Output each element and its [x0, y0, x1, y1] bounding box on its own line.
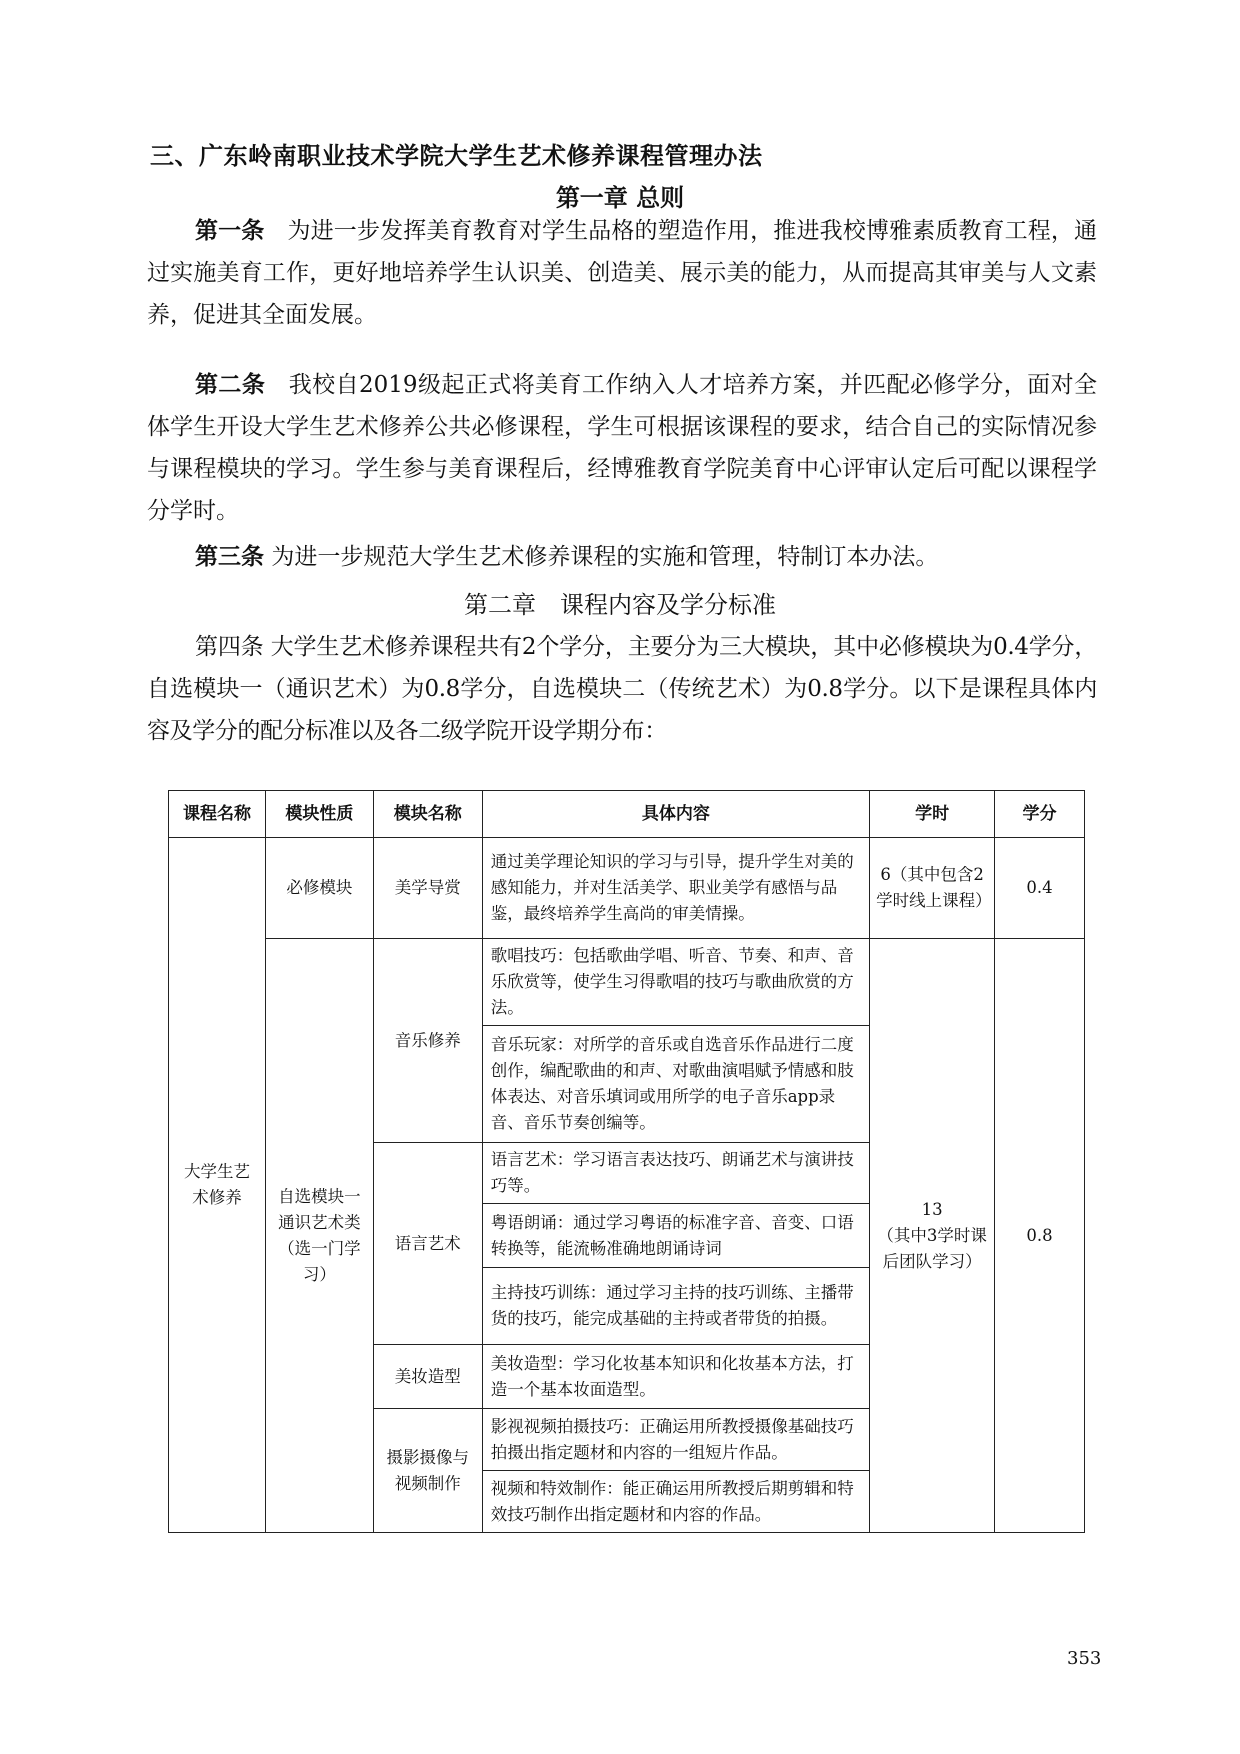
credits-cell: 0.8 [995, 939, 1085, 1533]
module-name-cell: 美妆造型 [373, 1345, 482, 1409]
module-nature-cell: 自选模块一通识艺术类（选一门学习） [265, 939, 373, 1533]
header-module-nature: 模块性质 [265, 791, 373, 838]
article-text: 我校自2019级起正式将美育工作纳入人才培养方案，并匹配必修学分，面对全体学生开设大学生艺术修养公共必修课程，学生可根据该课程的要求，结合自己的实际情况参与课程模块的学习。学生参与美育课程后，经博雅教育学院美育中心评审认定后可配以课程学分学时。 [147, 372, 1098, 524]
header-course-name: 课程名称 [169, 791, 266, 838]
content-cell: 音乐玩家：对所学的音乐或自选音乐作品进行二度创作，编配歌曲的和声、对歌曲演唱赋予情感和肢体表达、对音乐填词或用所学的电子音乐app录音、音乐节奏创编等。 [482, 1026, 869, 1143]
hours-value: 13 [921, 1199, 943, 1219]
hours-cell: 6（其中包含2学时线上课程） [870, 838, 995, 939]
header-content: 具体内容 [482, 791, 869, 838]
section-title: 三、广东岭南职业技术学院大学生艺术修养课程管理办法 [150, 142, 763, 170]
article-1 [147, 210, 1097, 336]
article-text: 大学生艺术修养课程共有2个学分，主要分为三大模块，其中必修模块为0.4学分，自选模块一（通识艺术）为0.8学分，自选模块二（传统艺术）为0.8学分。以下是课程具体内容及学分的配分标准以及各二级学院开设学期分布： [147, 634, 1097, 744]
content-cell: 通过美学理论知识的学习与引导，提升学生对美的感知能力，并对生活美学、职业美学有感悟与品鉴，最终培养学生高尚的审美情操。 [482, 838, 869, 939]
module-name-cell: 语言艺术 [373, 1143, 482, 1345]
table-row [169, 838, 1085, 939]
article-3 [147, 536, 1097, 578]
content-cell: 主持技巧训练：通过学习主持的技巧训练、主播带货的技巧，能完成基础的主持或者带货的拍摄。 [482, 1268, 869, 1345]
article-4 [147, 626, 1097, 752]
header-hours: 学时 [870, 791, 995, 838]
header-credits: 学分 [995, 791, 1085, 838]
page-number: 353 [1067, 1648, 1102, 1669]
hours-cell [870, 939, 995, 1533]
header-module-name: 模块名称 [373, 791, 482, 838]
credits-cell: 0.4 [995, 838, 1085, 939]
article-label: 第四条 [195, 634, 264, 660]
module-nature-cell: 必修模块 [265, 838, 373, 939]
article-2 [147, 364, 1097, 532]
article-text: 为进一步发挥美育教育对学生品格的塑造作用，推进我校博雅素质教育工程，通过实施美育工作，更好地培养学生认识美、创造美、展示美的能力，从而提高其审美与人文素养，促进其全面发展。 [147, 218, 1098, 328]
table-row [169, 939, 1085, 1026]
chapter-2-title: 第二章 课程内容及学分标准 [464, 591, 776, 619]
article-text: 为进一步规范大学生艺术修养课程的实施和管理，特制订本办法。 [271, 544, 939, 570]
table-header-row [169, 791, 1085, 838]
content-cell: 粤语朗诵：通过学习粤语的标准字音、音变、口语转换等，能流畅准确地朗诵诗词 [482, 1204, 869, 1268]
hours-note: （其中3学时课后团队学习） [877, 1225, 987, 1271]
module-name-cell: 美学导赏 [373, 838, 482, 939]
content-cell: 影视视频拍摄技巧：正确运用所教授摄像基础技巧拍摄出指定题材和内容的一组短片作品。 [482, 1409, 869, 1471]
content-cell: 美妆造型：学习化妆基本知识和化妆基本方法，打造一个基本妆面造型。 [482, 1345, 869, 1409]
module-name-cell: 音乐修养 [373, 939, 482, 1143]
module-name-cell: 摄影摄像与视频制作 [373, 1409, 482, 1533]
article-label: 第三条 [195, 544, 264, 570]
content-cell: 语言艺术：学习语言表达技巧、朗诵艺术与演讲技巧等。 [482, 1143, 869, 1204]
content-cell: 视频和特效制作：能正确运用所教授后期剪辑和特效技巧制作出指定题材和内容的作品。 [482, 1471, 869, 1533]
course-name-cell: 大学生艺术修养 [169, 838, 266, 1533]
content-cell: 歌唱技巧：包括歌曲学唱、听音、节奏、和声、音乐欣赏等，使学生习得歌唱的技巧与歌曲欣赏的方法。 [482, 939, 869, 1026]
article-label: 第二条 [195, 372, 266, 398]
course-table [168, 790, 1085, 1533]
chapter-1-title: 第一章 总则 [555, 184, 685, 212]
article-label: 第一条 [195, 218, 265, 244]
